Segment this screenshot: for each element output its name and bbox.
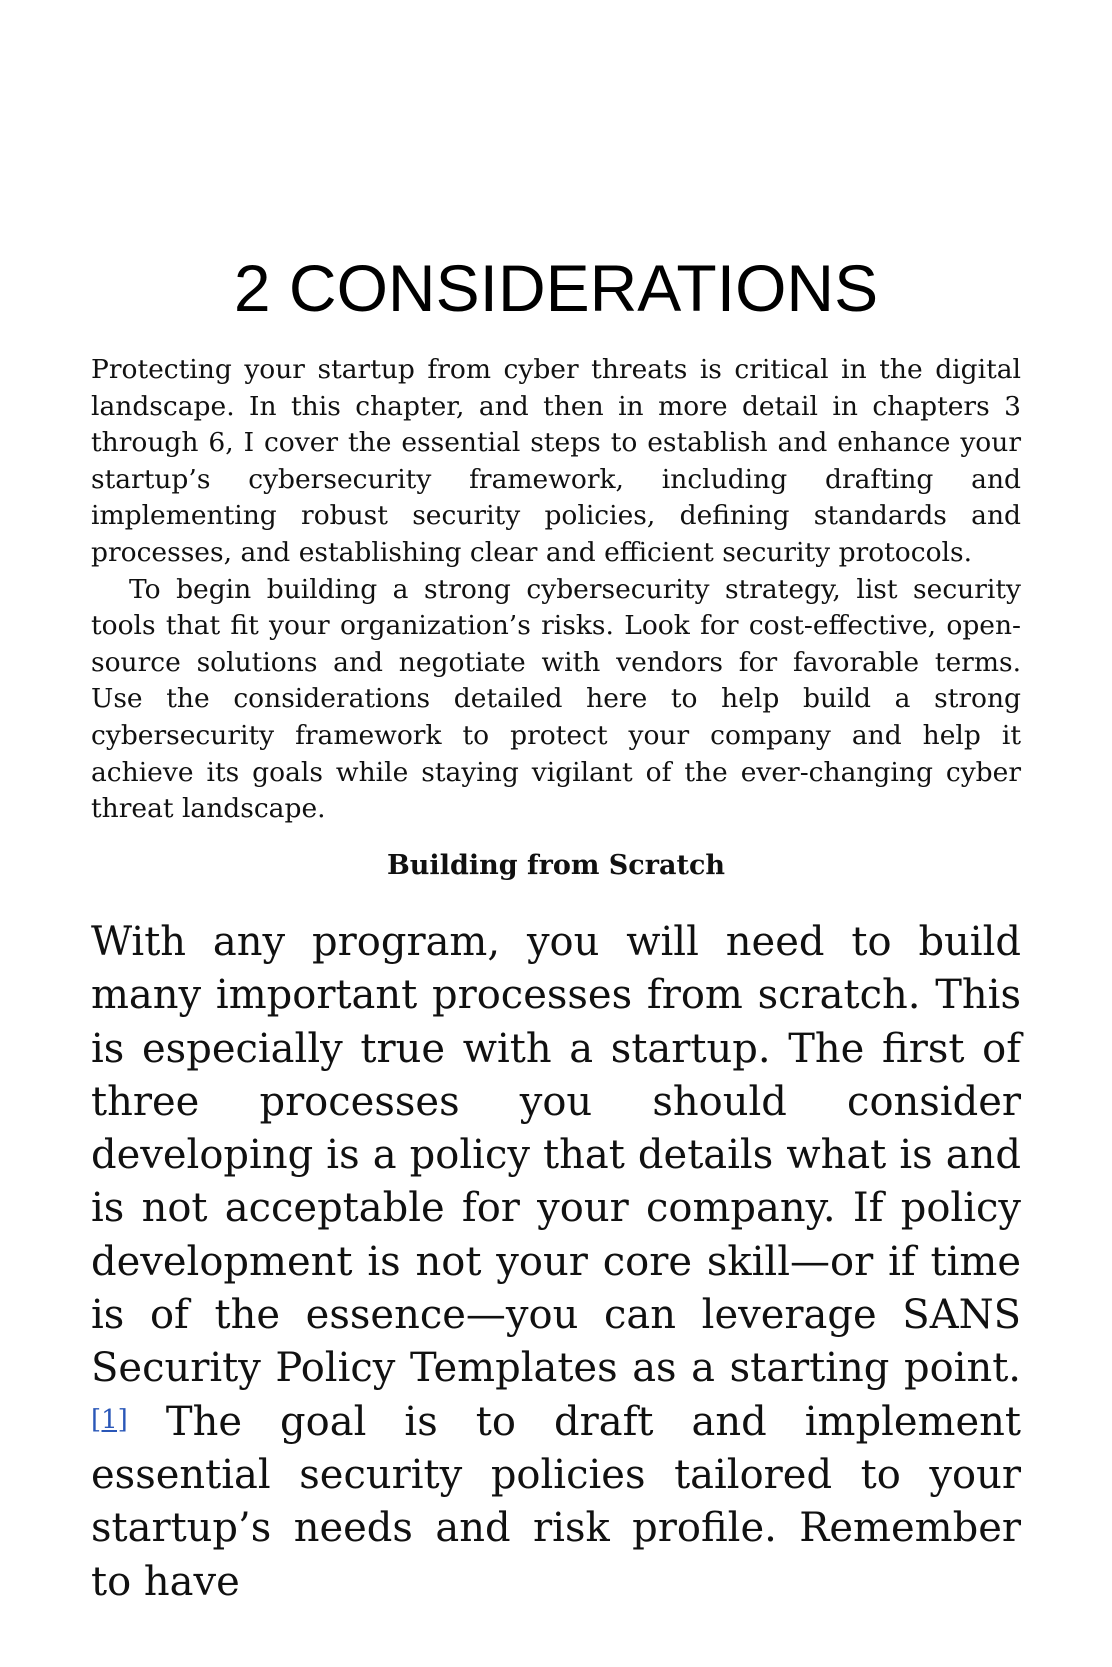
section-heading: Building from Scratch <box>386 850 726 881</box>
intro-section <box>91 352 1021 828</box>
footnote-link[interactable]: [1] <box>91 1404 128 1435</box>
chapter-title: 2 CONSIDERATIONS <box>233 251 879 325</box>
section-body-paragraph <box>91 916 1021 1609</box>
section-body-text-part-2: The goal is to draft and implement essential security policies tailored to your startup’s needs and risk profile. Remember to have <box>91 1398 1021 1605</box>
intro-paragraph-2: To begin building a strong cybersecurity strategy, list security tools that fit your organization’s risks. Look for cost-effective, open-source solutions and negotiate with vendors for favorable terms. Use the considerations detailed here to help build a strong cybersecurity framework to protect your company and help it achieve its goals while staying vigilant of the ever-changing cyber threat landscape. <box>91 573 1021 825</box>
section-body-text-part-1: With any program, you will need to build many important processes from scratch. This is especially true with a startup. The first of three processes you should consider developing is a policy that details what is and is not acceptable for your company. If policy development is not your core skill—or if time is of the essence—you can leverage SANS Security Policy Templates as a starting point. <box>91 919 1021 1392</box>
intro-paragraph-1: Protecting your startup from cyber threats is critical in the digital landscape. In this chapter, and then in more detail in chapters 3 through 6, I cover the essential steps to establish and enhance your startup’s cybersecurity framework, including drafting and implementing robust security policies, defining standards and processes, and establishing clear and efficient security protocols. <box>91 354 1021 568</box>
